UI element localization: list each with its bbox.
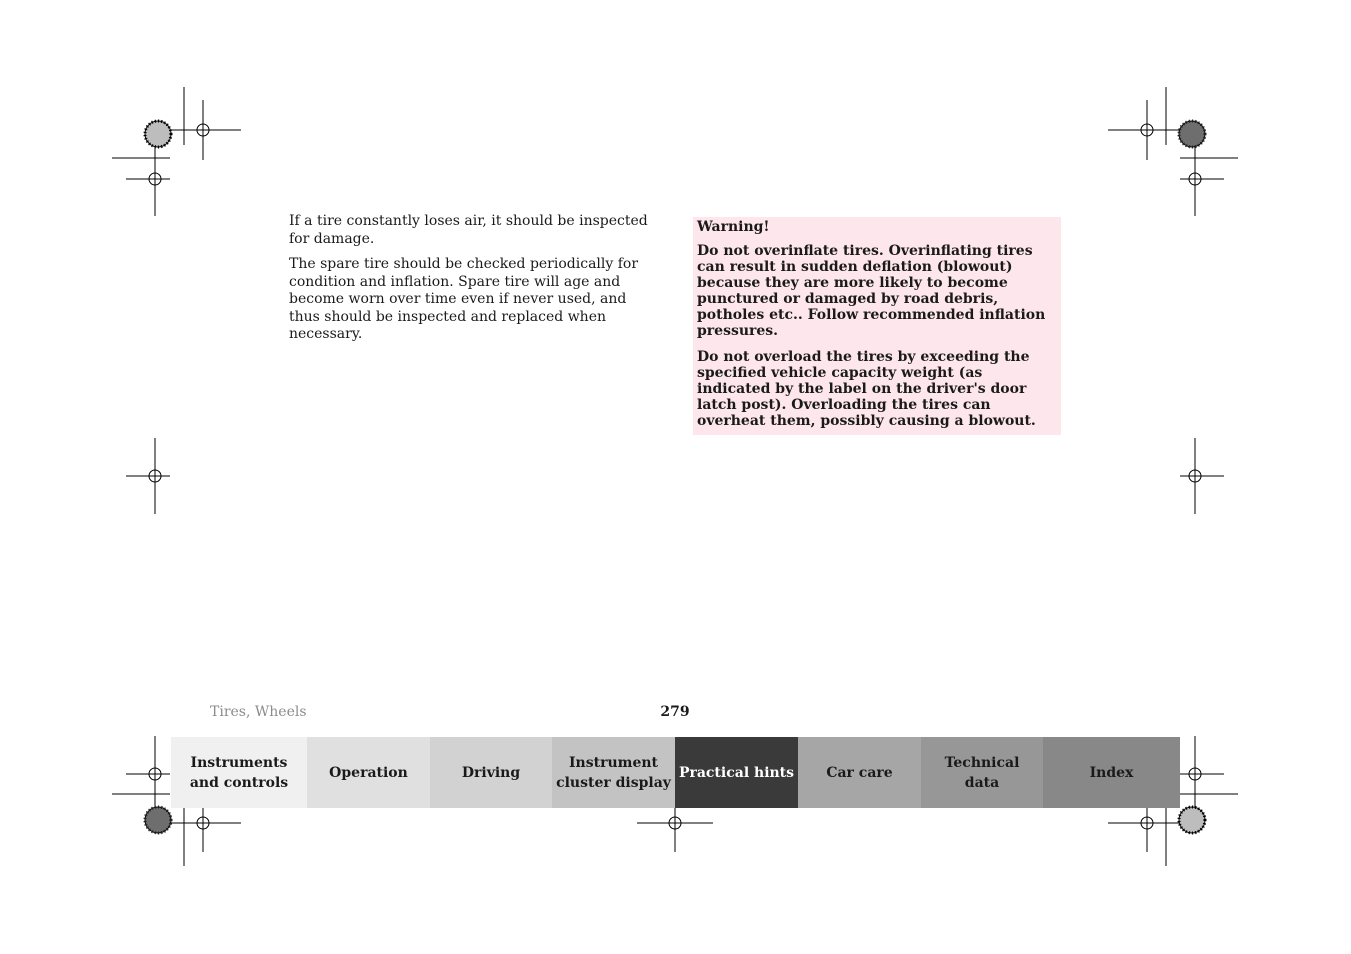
paragraph-tire-loses-air: If a tire constantly loses air, it should be inspected for damage.	[289, 213, 648, 247]
tab-practical-hints[interactable]	[675, 737, 798, 808]
tab-label: Operation	[329, 764, 408, 781]
tab-label-line2: cluster display	[556, 774, 671, 791]
tab-instruments-and-controls[interactable]	[171, 737, 307, 808]
tab-index[interactable]	[1043, 737, 1180, 808]
body-text-column	[289, 213, 655, 352]
chapter-nav	[171, 737, 1180, 808]
page-number: 279	[660, 704, 690, 720]
tab-technical-data[interactable]	[921, 737, 1043, 808]
paragraph-spare-tire: The spare tire should be checked periodically for condition and inflation. Spare tire will age and become worn over time even if never used, and thus should be inspected and replaced when necessary.	[289, 256, 639, 342]
tab-operation[interactable]	[307, 737, 430, 808]
warning-overload: Do not overload the tires by exceeding the specified vehicle capacity weight (as indicated by the label on the driver's door latch post). Overloading the tires can overheat them, possibly causing a blowout.	[697, 349, 1036, 429]
warning-box	[693, 217, 1061, 435]
tab-label-line1: Instrument	[569, 754, 658, 771]
warning-overinflate: Do not overinflate tires. Overinflating tires can result in sudden deflation (blowout) because they are more likely to become punctured or damaged by road debris, potholes etc.. Follow recommended inflation pressures.	[697, 243, 1046, 339]
tab-instrument-cluster-display[interactable]	[552, 737, 675, 808]
tab-label-line1: Instruments	[190, 754, 288, 771]
tab-label: Index	[1089, 764, 1134, 781]
tab-label: Driving	[461, 764, 521, 781]
tab-label: Practical hints	[678, 764, 795, 781]
warning-title: Warning!	[697, 219, 770, 235]
section-label: Tires, Wheels	[210, 704, 307, 720]
tab-car-care[interactable]	[798, 737, 921, 808]
tab-label: Car care	[826, 764, 893, 781]
tab-label-line2: data	[964, 774, 1000, 791]
tab-label-line1: Technical	[944, 754, 1020, 771]
tab-driving[interactable]	[430, 737, 552, 808]
tab-label-line2: and controls	[189, 774, 289, 791]
